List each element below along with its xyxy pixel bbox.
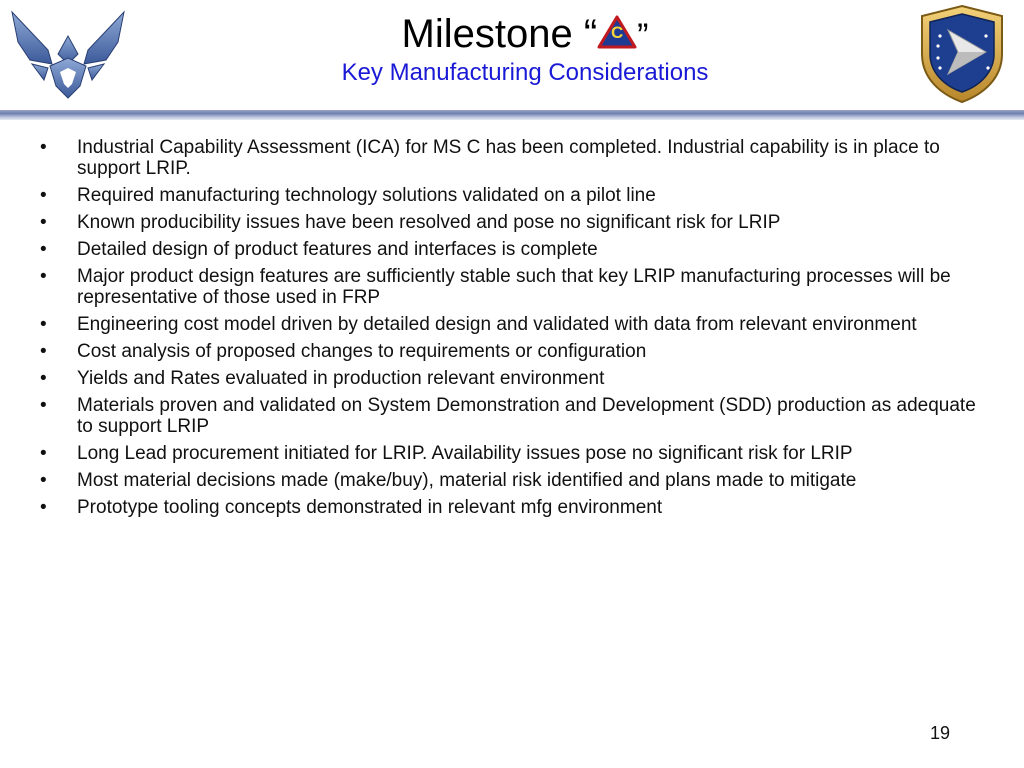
bullet-item [34,314,984,335]
bullet-item [34,239,984,260]
bullet-list [34,137,984,524]
bullet-dot-icon: • [40,137,47,158]
bullet-text: Detailed design of product features and interfaces is complete [77,239,598,260]
bullet-text: Required manufacturing technology solutions validated on a pilot line [77,185,656,206]
bullet-item [34,185,984,206]
bullet-item [34,443,984,464]
bullet-dot-icon: • [40,443,47,464]
title-prefix: Milestone “ [401,12,598,56]
bullet-text: Engineering cost model driven by detailed design and validated with data from relevant environment [77,314,917,335]
bullet-dot-icon: • [40,470,47,491]
bullet-item [34,266,984,308]
bullet-text: Most material decisions made (make/buy), material risk identified and plans made to mitigate [77,470,857,491]
bullet-dot-icon: • [40,185,47,206]
bullet-item [34,470,984,491]
slide-subtitle: Key Manufacturing Considerations [341,59,709,86]
slide-title [200,10,850,60]
bullet-dot-icon: • [40,212,47,233]
bullet-item [34,497,984,518]
bullet-item [34,341,984,362]
bullet-text: Long Lead procurement initiated for LRIP. Availability issues pose no significant risk for LRIP [77,443,853,464]
bullet-text: Yields and Rates evaluated in production relevant environment [77,368,605,389]
milestone-triangle-icon [597,15,637,49]
bullet-text: Major product design features are sufficiently stable such that key LRIP manufacturing processes will be representative of those used in FRP [77,266,951,308]
slide-header [200,10,850,88]
page-number: 19 [930,723,951,743]
bullet-text: Industrial Capability Assessment (ICA) for MS C has been completed. Industrial capability is in place to support LRIP. [77,137,940,179]
bullet-dot-icon: • [40,395,47,416]
bullet-text: Prototype tooling concepts demonstrated in relevant mfg environment [77,497,663,518]
afrl-shield-logo-icon [910,2,1014,106]
title-suffix: ” [637,17,649,55]
bullet-dot-icon: • [40,368,47,389]
bullet-dot-icon: • [40,314,47,335]
bullet-dot-icon: • [40,266,47,287]
bullet-item [34,368,984,389]
bullet-item [34,137,984,179]
header-divider [0,110,1024,120]
bullet-dot-icon: • [40,341,47,362]
bullet-dot-icon: • [40,497,47,518]
bullet-text: Known producibility issues have been resolved and pose no significant risk for LRIP [77,212,781,233]
bullet-text: Materials proven and validated on System Demonstration and Development (SDD) production as adequate to support LRIP [77,395,976,437]
milestone-letter: C [611,23,624,42]
bullet-item [34,395,984,437]
bullet-item [34,212,984,233]
bullet-text: Cost analysis of proposed changes to requirements or configuration [77,341,647,362]
air-force-logo-icon [8,2,128,106]
bullet-dot-icon: • [40,239,47,260]
